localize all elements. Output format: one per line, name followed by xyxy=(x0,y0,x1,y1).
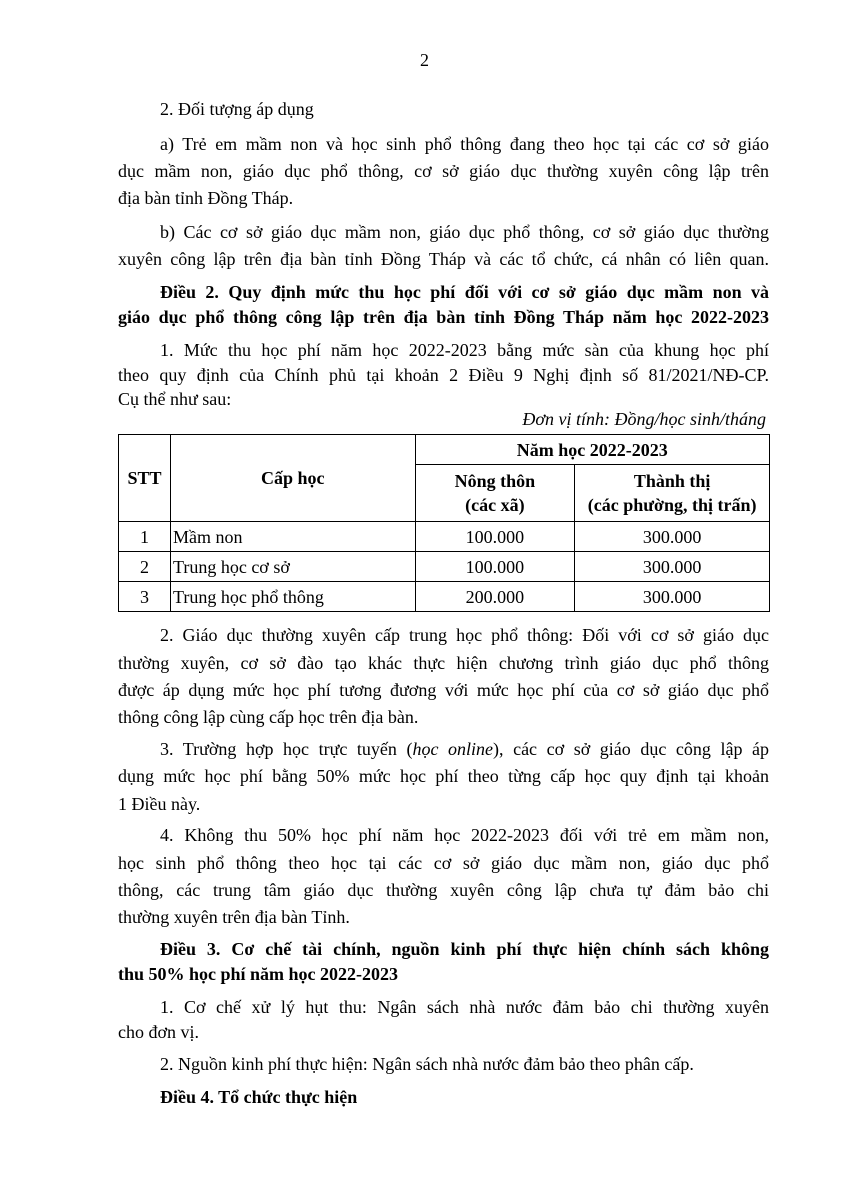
cell-urban: 300.000 xyxy=(575,552,770,582)
article-4-title: Điều 4. Tổ chức thực hiện xyxy=(160,1087,358,1107)
cell-level: Trung học cơ sở xyxy=(170,552,415,582)
cell-rural: 100.000 xyxy=(415,552,575,582)
cell-stt: 2 xyxy=(119,552,171,582)
article-3-title: Điều 3. Cơ chế tài chính, nguồn kinh phí thực hiện chính sách không xyxy=(160,939,769,959)
article-2-p4-line: 4. Không thu 50% học phí năm học 2022-2023 đối với trẻ em mầm non, xyxy=(160,825,769,845)
article-2-p1-line: theo quy định của Chính phủ tại khoản 2 Điều 9 Nghị định số 81/2021/NĐ-CP. xyxy=(118,365,769,385)
cell-urban: 300.000 xyxy=(575,582,770,612)
paragraph-b-line: b) Các cơ sở giáo dục mầm non, giáo dục phổ thông, cơ sở giáo dục thường xyxy=(160,222,769,242)
article-3-p2: 2. Nguồn kinh phí thực hiện: Ngân sách nhà nước đảm bảo theo phân cấp. xyxy=(160,1054,694,1074)
p3-text-pre: 3. Trường hợp học trực tuyến ( xyxy=(160,739,413,759)
table-row xyxy=(119,582,770,612)
paragraph-a-line: dục mầm non, giáo dục phổ thông, cơ sở giáo dục thường xuyên công lập trên xyxy=(118,161,769,181)
paragraph-a-line: địa bàn tỉnh Đồng Tháp. xyxy=(118,188,294,208)
article-2-p4-line: học sinh phổ thông theo học tại các cơ sở giáo dục mầm non, giáo dục phổ xyxy=(118,853,769,873)
header-urban-line1: Thành thị xyxy=(633,471,711,491)
article-2-p4-line: thông, các trung tâm giáo dục thường xuyên công lập chưa tự đảm bảo chi xyxy=(118,880,769,900)
article-2-title-text: . Quy định mức thu học phí đối với cơ sở giáo dục mầm non và xyxy=(214,282,770,302)
article-3-p1-line: 1. Cơ chế xử lý hụt thu: Ngân sách nhà nước đảm bảo chi thường xuyên xyxy=(160,997,769,1017)
header-stt: STT xyxy=(119,435,171,522)
article-2-p2-line: thường xuyên, cơ sở đào tạo khác thực hiện chương trình giáo dục phổ thông xyxy=(118,653,769,673)
cell-rural: 100.000 xyxy=(415,522,575,552)
article-2-p1-line: Cụ thể như sau: xyxy=(118,389,232,409)
article-2-title-line2: giáo dục phổ thông công lập trên địa bàn tỉnh Đồng Tháp năm học 2022-2023 xyxy=(118,307,769,327)
p3-online-italic: học online xyxy=(412,739,494,759)
cell-rural: 200.000 xyxy=(415,582,575,612)
article-2-p1-line: 1. Mức thu học phí năm học 2022-2023 bằng mức sàn của khung học phí xyxy=(160,340,769,360)
table-header-row xyxy=(119,435,770,465)
cell-level: Trung học phổ thông xyxy=(170,582,415,612)
section-heading-doi-tuong: 2. Đối tượng áp dụng xyxy=(160,99,314,119)
article-3-title-line2: thu 50% học phí năm học 2022-2023 xyxy=(118,964,399,984)
article-2-p2-line: 2. Giáo dục thường xuyên cấp trung học phổ thông: Đối với cơ sở giáo dục xyxy=(160,625,769,645)
header-rural xyxy=(415,465,575,522)
header-urban xyxy=(575,465,770,522)
cell-level: Mầm non xyxy=(170,522,415,552)
article-2-p2-line: thông công lập cùng cấp học trên địa bàn. xyxy=(118,707,419,727)
header-urban-line2: (các phường, thị trấn) xyxy=(587,495,757,515)
header-rural-line2: (các xã) xyxy=(465,495,525,515)
paragraph-a-line: a) Trẻ em mầm non và học sinh phổ thông đang theo học tại các cơ sở giáo xyxy=(160,134,769,154)
header-rural-line1: Nông thôn xyxy=(454,471,536,491)
unit-note: Đơn vị tính: Đồng/học sinh/tháng xyxy=(522,409,766,429)
cell-urban: 300.000 xyxy=(575,522,770,552)
article-2-p3-line xyxy=(160,737,769,761)
table-row xyxy=(119,522,770,552)
article-2-p3-line: dụng mức học phí bằng 50% mức học phí theo từng cấp học quy định tại khoản xyxy=(118,766,769,786)
header-level: Cấp học xyxy=(170,435,415,522)
paragraph-b-line: xuyên công lập trên địa bàn tỉnh Đồng Tháp và các tổ chức, cá nhân có liên quan. xyxy=(118,249,769,269)
tuition-fee-table xyxy=(118,434,770,612)
header-school-year: Năm học 2022-2023 xyxy=(415,435,770,465)
article-2-p3-line: 1 Điều này. xyxy=(118,794,201,814)
table-row xyxy=(119,552,770,582)
p3-text-post: ), các cơ sở giáo dục công lập áp xyxy=(493,739,769,759)
cell-stt: 1 xyxy=(119,522,171,552)
article-2-p4-line: thường xuyên trên địa bàn Tỉnh. xyxy=(118,907,350,927)
article-2-label: Điều 2 xyxy=(160,282,215,302)
article-2-title xyxy=(160,280,769,304)
cell-stt: 3 xyxy=(119,582,171,612)
article-3-p1-line: cho đơn vị. xyxy=(118,1022,200,1042)
page-number: 2 xyxy=(420,50,429,70)
article-2-p2-line: được áp dụng mức học phí tương đương với mức học phí của cơ sở giáo dục phổ xyxy=(118,680,769,700)
